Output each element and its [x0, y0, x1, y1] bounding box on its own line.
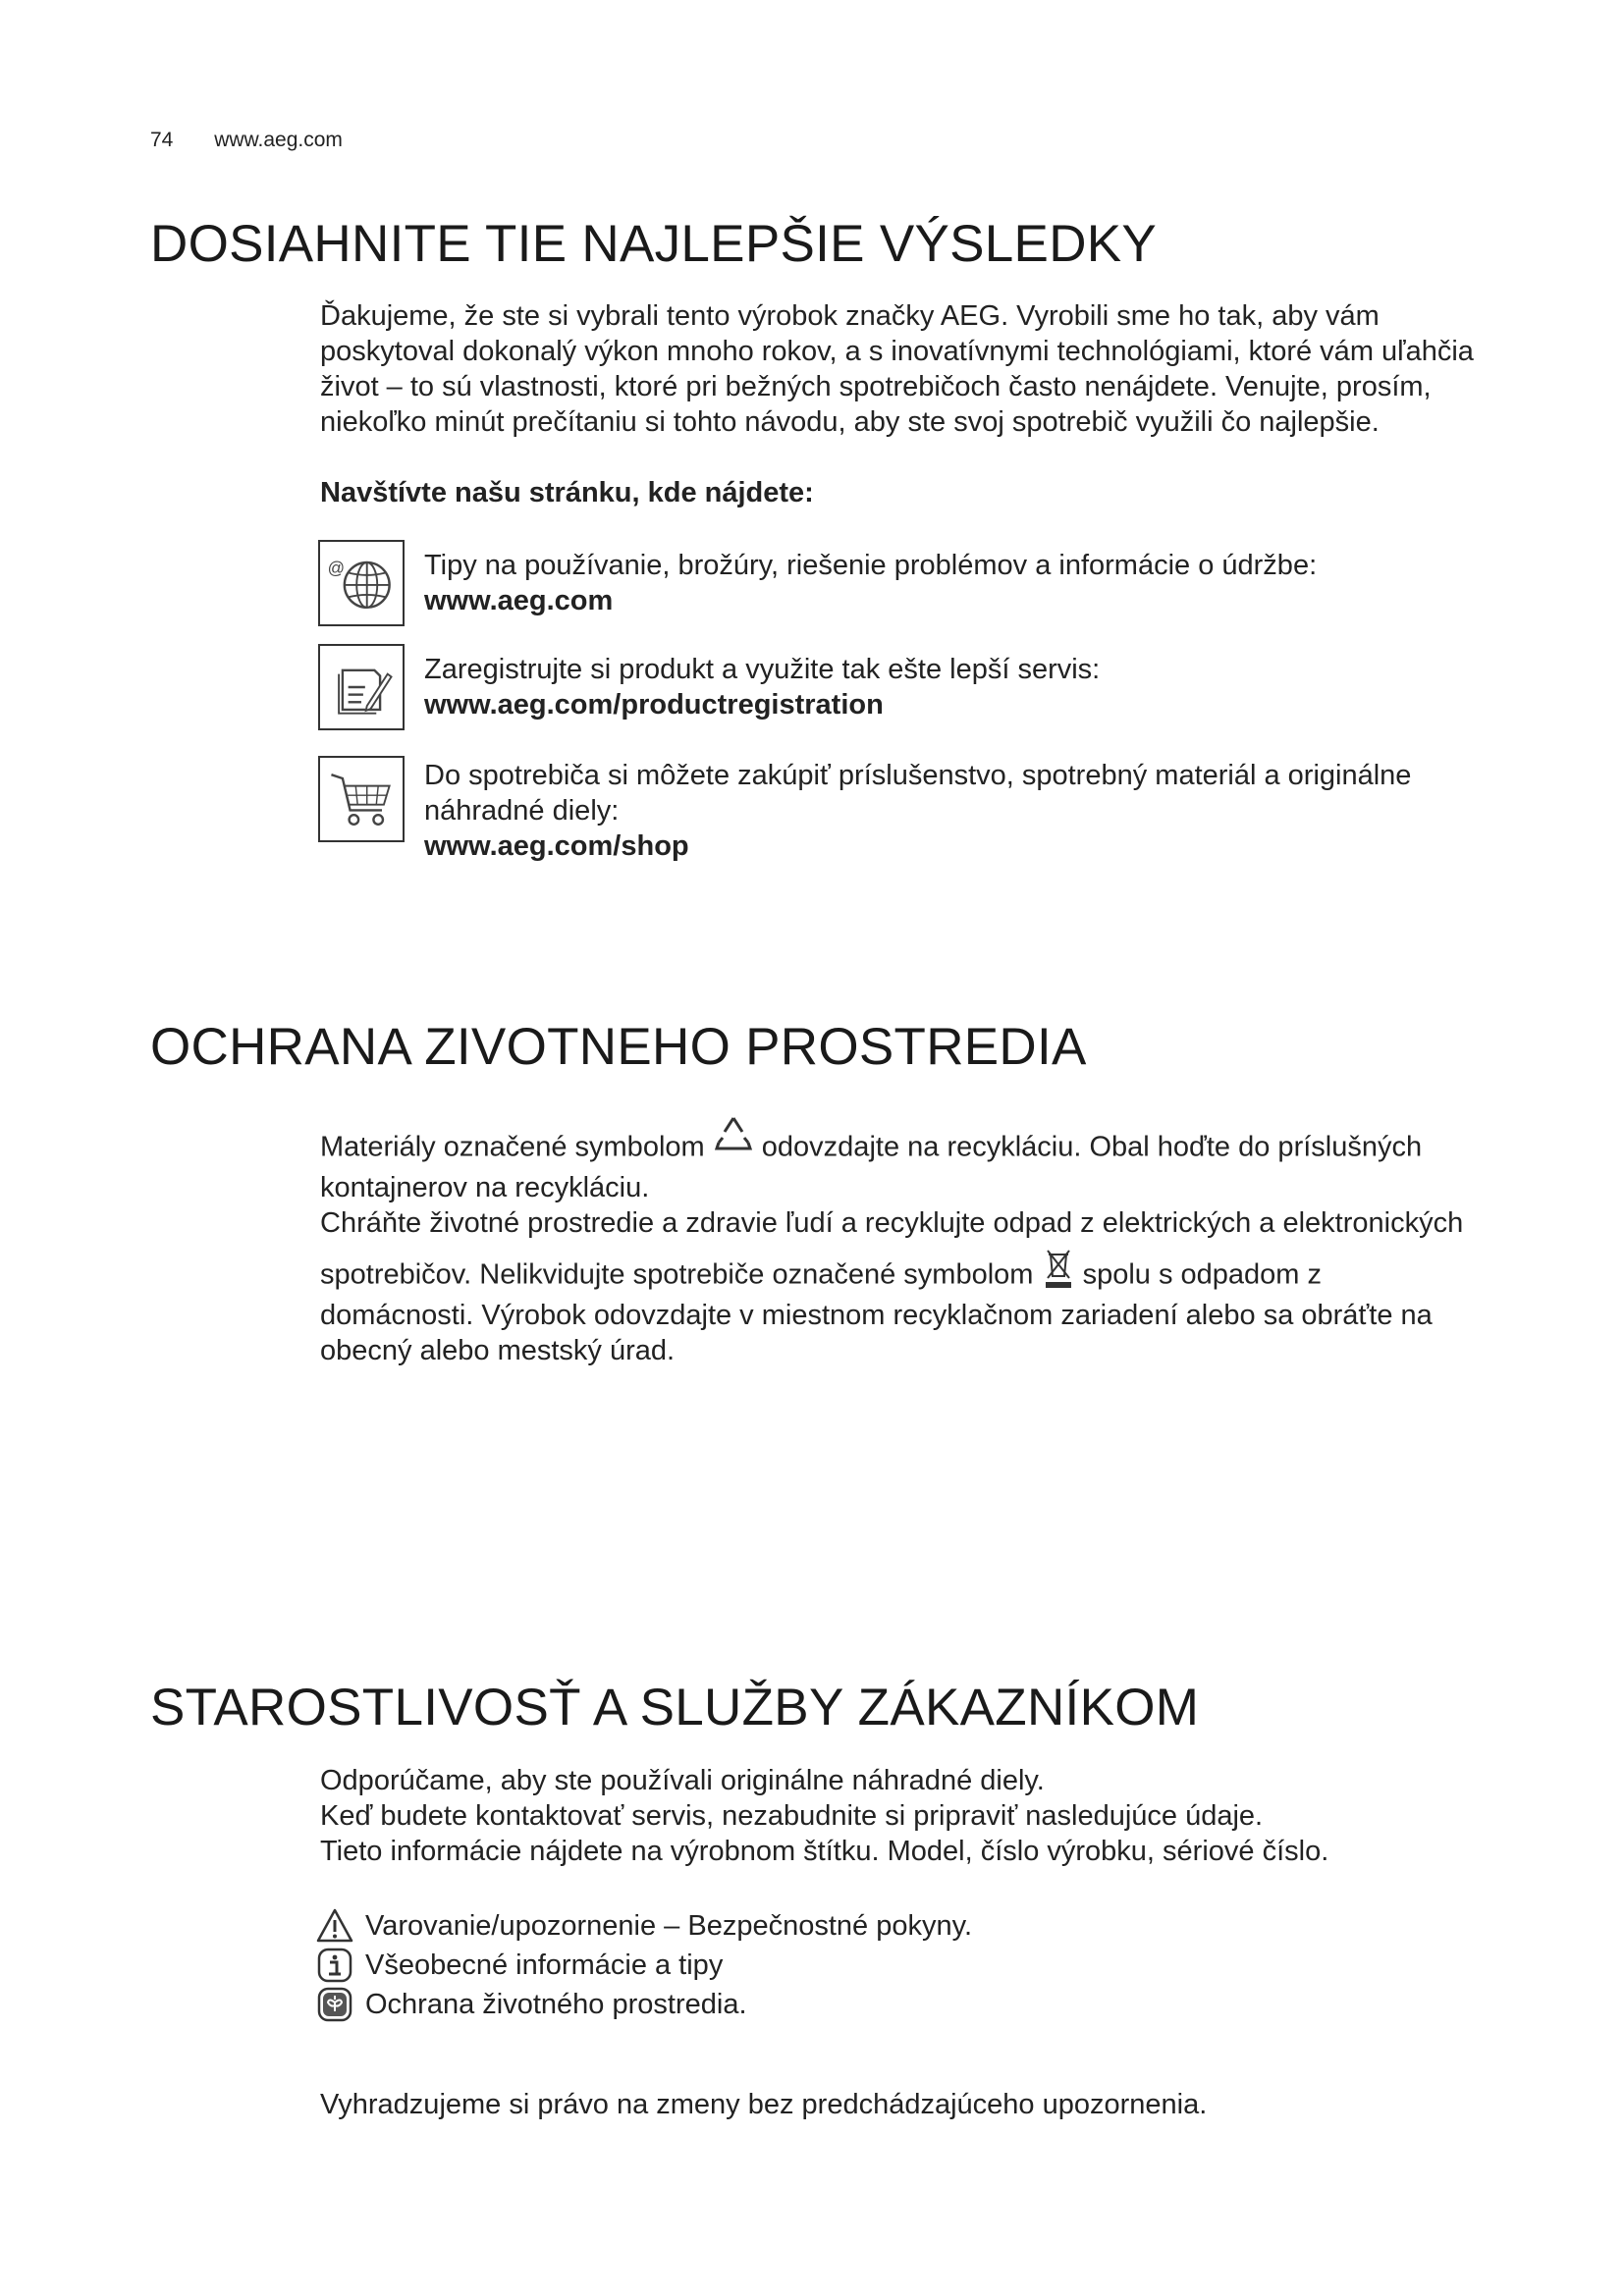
env-text: odovzdajte na recykláciu. Obal hoďte do príslušných	[761, 1131, 1423, 1163]
link-url-shop[interactable]: www.aeg.com/shop	[424, 830, 689, 862]
section-title-environment: OCHRANA ZIVOTNEHO PROSTREDIA	[150, 1018, 1087, 1076]
intro-line: niekoľko minút prečítaniu si tohto návodu, aby ste svoj spotrebič využili čo najlepšie.	[320, 406, 1380, 438]
environment-line	[320, 1255, 1518, 1298]
link-item-shop	[424, 758, 1514, 864]
symbol-label: Všeobecné informácie a tipy	[365, 1949, 724, 1981]
environment-icon	[316, 1986, 353, 2023]
environment-line: obecný alebo mestský úrad.	[320, 1335, 676, 1366]
page-number: 74	[150, 129, 174, 151]
symbol-info-row	[316, 1946, 723, 1985]
warning-triangle-icon	[316, 1907, 353, 1945]
crossed-bin-icon	[1042, 1247, 1075, 1290]
link-url-website[interactable]: www.aeg.com	[424, 585, 614, 616]
globe-at-icon	[318, 540, 405, 626]
registration-form-icon	[318, 644, 405, 730]
environment-line: domácnosti. Výrobok odovzdajte v miestnom recyklačnom zariadení alebo sa obráťte na	[320, 1300, 1433, 1331]
symbol-environment-row	[316, 1985, 747, 2024]
customer-care-paragraph	[320, 1763, 1518, 1869]
care-line: Keď budete kontaktovať servis, nezabudnite si pripraviť nasledujúce údaje.	[320, 1800, 1264, 1832]
env-text: spolu s odpadom z	[1082, 1258, 1322, 1291]
intro-line: Ďakujeme, že ste si vybrali tento výrobok značky AEG. Vyrobili sme ho tak, aby vám	[320, 300, 1380, 332]
recycle-icon	[713, 1113, 754, 1156]
section-title-customer-care: STAROSTLIVOSŤ A SLUŽBY ZÁKAZNÍKOM	[150, 1679, 1200, 1736]
care-line: Tieto informácie nájdete na výrobnom štítku. Model, číslo výrobku, sériové číslo.	[320, 1836, 1329, 1867]
link-description: Zaregistrujte si produkt a využite tak ešte lepší servis:	[424, 654, 1101, 685]
intro-line: život – to sú vlastnosti, ktoré pri bežných spotrebičoch často nenájdete. Venujte, prosím,	[320, 371, 1432, 402]
environment-line: Chráňte životné prostredie a zdravie ľudí a recyklujte odpad z elektrických a elektronických	[320, 1207, 1464, 1239]
env-text: Materiály označené symbolom	[320, 1131, 705, 1163]
visit-heading: Navštívte našu stránku, kde nájdete:	[320, 477, 814, 508]
symbol-label: Varovanie/upozornenie – Bezpečnostné pokyny.	[365, 1910, 973, 1942]
page-header	[150, 129, 343, 152]
intro-paragraph	[320, 298, 1518, 440]
care-line: Odporúčame, aby ste používali originálne náhradné diely.	[320, 1765, 1045, 1796]
svg-text:@: @	[327, 558, 346, 578]
info-icon	[316, 1947, 353, 1984]
shopping-cart-icon	[318, 756, 405, 842]
link-description: Tipy na používanie, brožúry, riešenie problémov a informácie o údržbe:	[424, 550, 1318, 581]
link-url-registration[interactable]: www.aeg.com/productregistration	[424, 689, 884, 721]
header-site[interactable]: www.aeg.com	[214, 129, 343, 151]
link-item-website	[424, 548, 1514, 618]
environment-line	[320, 1127, 1518, 1170]
link-description: Do spotrebiča si môžete zakúpiť príslušenstvo, spotrebný materiál a originálne	[424, 760, 1412, 791]
intro-line: poskytoval dokonalý výkon mnoho rokov, a s inovatívnymi technológiami, ktoré vám uľahčia	[320, 336, 1474, 367]
disclaimer: Vyhradzujeme si právo na zmeny bez predchádzajúceho upozornenia.	[320, 2089, 1208, 2120]
env-text: spotrebičov. Nelikvidujte spotrebiče označené symbolom	[320, 1258, 1034, 1291]
symbol-label: Ochrana životného prostredia.	[365, 1989, 747, 2020]
environment-paragraph	[320, 1127, 1518, 1368]
section-title-best-results: DOSIAHNITE TIE NAJLEPŠIE VÝSLEDKY	[150, 215, 1158, 273]
link-item-registration	[424, 652, 1514, 722]
link-description: náhradné diely:	[424, 795, 620, 827]
symbol-warning-row	[316, 1906, 972, 1946]
environment-line: kontajnerov na recykláciu.	[320, 1172, 650, 1203]
